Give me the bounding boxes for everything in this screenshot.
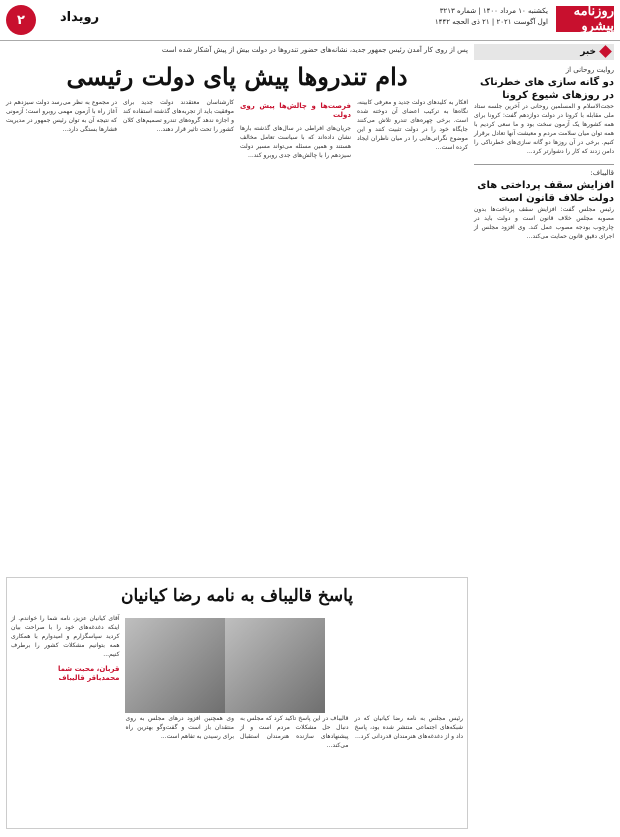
letter-column-2-text: قالیباف در این پاسخ تاکید کرد که مجلس به دنبال حل مشکلات مردم است و از پیشنهادهای سازنده هنرمندان استقبال می‌کند... [238,715,349,749]
diamond-icon [599,45,612,58]
article-column-2-text: جریان‌های افراطی در سال‌های گذشته بارها نشان داده‌اند که با سیاست تعامل مخالف هستند و همین مسئله می‌تواند مسیر دولت سیزدهم را با چالش‌های جدی روبرو کند... [238,125,352,159]
issue-date-line2: اول آگوست ۲۰۲۱ | ۲۱ ذی الحجه ۱۴۴۲ [434,18,548,26]
letter-column-3 [123,614,235,819]
issue-date [435,6,548,28]
story2-title: افزایش سقف پرداختی های دولت خلاف قانون است [477,180,614,204]
newspaper-logo: روزنامه پیشرو [556,6,614,32]
article-column-2 [240,98,351,588]
article-columns [6,98,468,588]
letter-box [6,577,468,829]
letter-column-2 [240,614,349,819]
column-subhead: فرصت‌ها و چالش‌ها پیش روی دولت [240,102,351,119]
main-article [6,44,468,588]
story2-kicker: قالیباف: [474,164,614,177]
article-column-4: در مجموع به نظر می‌رسد دولت سیزدهم در آغاز راه با آزمون مهمی روبرو است؛ آزمونی که نتیجه آن به توان رئیس جمهور در مدیریت فشارها بستگی دارد... [4,99,118,133]
sidebar-label [474,44,614,60]
story1-title: دو گانه سازی های خطرناک در روزهای شیوع کرونا [480,77,614,101]
masthead [0,0,620,41]
article-headline: دام تندروها پیش پای دولت رئیسی [66,62,408,91]
issue-date-line1: یکشنبه ۱۰ مرداد ۱۴۰۰ | شماره ۳۲۱۳ [439,7,548,15]
page-number: ۲ [6,5,36,35]
section-title: رویداد [60,10,100,25]
story1-kicker: روایت روحانی از [565,66,614,74]
story1-body: حجت‌الاسلام و المسلمین روحانی در آخرین جلسه ستاد ملی مقابله با کرونا در دولت دوازدهم گفت: کرونا برای همه کشورها یک آزمون سخت بود و ما سعی کردیم با همه توان میان سلامت مردم و معیشت آنها تعادل برقرار کنیم. برخی در آن روزها دو گانه سازی‌های خطرناکی را دامن زدند که کار را دشوارتر کرد... [474,103,614,155]
letter-column-4 [11,614,120,819]
letter-signature: قربان، محبت شما محمدباقر قالیباف [57,665,120,682]
article-lead: پس از روی کار آمدن رئیس جمهور جدید، نشانه‌های حضور تندروها در دولت بیش از پیش آشکار شده است [161,46,468,54]
letter-column-4-text: آقای کیانیان عزیز، نامه شما را خواندم. از اینکه دغدغه‌های خود را با صراحت بیان کردید سپاسگزارم و امیدوارم با همکاری همه بتوانیم مشکلات کشور را برطرف کنیم... [9,615,120,658]
letter-columns [11,614,463,819]
letter-column-1 [352,614,464,819]
sidebar [474,44,614,832]
sidebar-label-text: خبر [580,47,596,57]
letter-column-3-text: وی همچنین افزود درهای مجلس به روی منتقدان باز است و گفت‌وگو بهترین راه برای رسیدن به تفاهم است... [123,715,234,740]
article-column-3: کارشناسان معتقدند دولت جدید برای موفقیت باید از تجربه‌های گذشته استفاده کند و اجازه ندهد گروه‌های تندرو تصمیم‌های کلان کشور را تحت تاثیر قرار دهند... [121,99,234,133]
article-column-1: افکار به کلیدهای دولت جدید و معرفی کابینه، نگاه‌ها به ترکیب اعضای آن دوخته شده است. برخی چهره‌های تندرو تلاش می‌کنند جایگاه خود را در دولت تثبیت کنند و این موضوع نگرانی‌هایی را در میان ناظران ایجاد کرده است... [355,99,468,151]
story2-body: رئیس مجلس گفت: افزایش سقف پرداخت‌ها بدون مصوبه مجلس خلاف قانون است و دولت باید در چارچوب بودجه مصوب عمل کند. وی افزود مجلس از اجرای دقیق قانون حمایت می‌کند... [474,206,614,240]
letter-box-title: پاسخ قالیباف به نامه رضا کیانیان [121,586,353,606]
letter-column-1-text: رئیس مجلس به نامه رضا کیانیان که در شبکه‌های اجتماعی منتشر شده بود، پاسخ داد و از دغدغه‌های هنرمندان قدردانی کرد... [352,715,463,740]
